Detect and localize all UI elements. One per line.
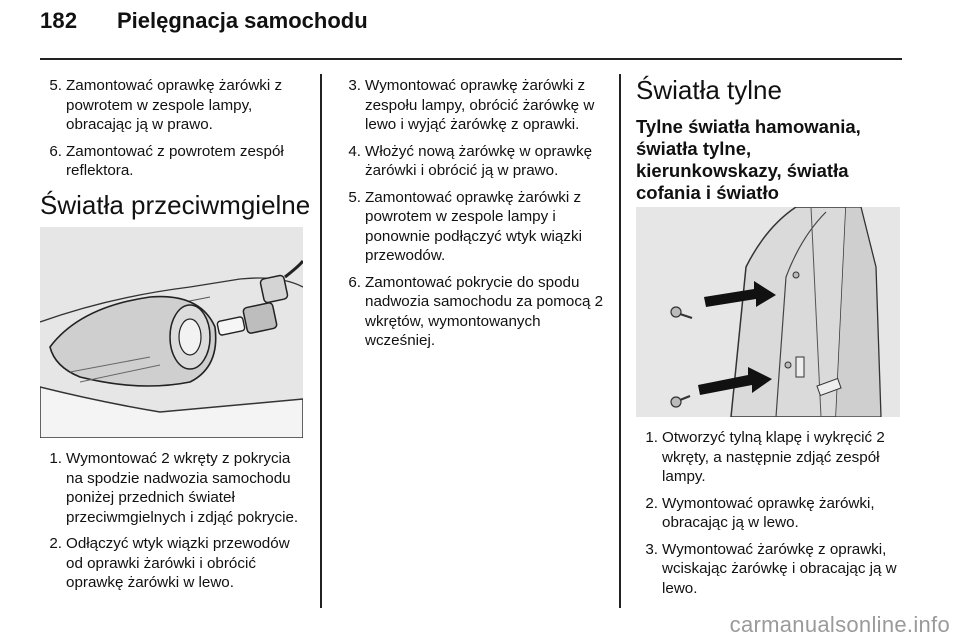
step-number: 4.	[348, 142, 361, 160]
fog-light-bulb-illustration	[40, 227, 303, 438]
list-item	[339, 76, 604, 135]
page-number: 182	[40, 8, 78, 33]
step-number: 2.	[645, 494, 658, 512]
list-item	[339, 142, 604, 181]
header-rule	[40, 58, 902, 60]
list-item	[40, 534, 302, 593]
steps-list-continued	[40, 76, 302, 188]
step-number: 6.	[348, 273, 361, 291]
steps-list-middle	[339, 76, 604, 358]
watermark-text: carmanualsonline.info	[729, 612, 950, 637]
step-text: Zamontować z powrotem zespół reflektora.	[66, 142, 284, 179]
step-text: Zamontować oprawkę żarówki z powrotem w zespole lampy i ponownie podłączyć wtyk wiązki przewodów.	[365, 188, 582, 264]
step-number: 1.	[49, 450, 62, 467]
list-item	[636, 428, 908, 487]
column-divider-right	[619, 74, 621, 608]
fog-light-bulb-icon	[40, 227, 303, 438]
step-text: Wymontować oprawkę żarówki, obracając ją w lewo.	[662, 494, 875, 531]
list-item	[40, 449, 302, 527]
step-text: Wymontować 2 wkręty z pokrycia na spodzie nadwozia samochodu poniżej przednich świateł przeciwmgielnych i zdjąć pokrycie.	[66, 450, 299, 526]
step-text: Włożyć nową żarówkę w oprawkę żarówki i obrócić ją w prawo.	[365, 142, 593, 179]
list-item	[636, 494, 908, 533]
step-text: Zamontować pokrycie do spodu nadwozia samochodu za pomocą 2 wkrętów, wymontowanych wcześniej.	[365, 273, 604, 349]
page-title: Pielęgnacja samochodu	[117, 8, 368, 33]
column-divider-left	[320, 74, 322, 608]
list-item	[40, 76, 302, 135]
list-item	[339, 273, 604, 351]
step-number: 2.	[49, 535, 62, 552]
step-number: 1.	[645, 429, 658, 446]
list-item	[636, 540, 908, 599]
list-item	[339, 188, 604, 266]
step-number: 6.	[49, 142, 62, 160]
list-item	[40, 142, 302, 181]
step-text: Wymontować żarówkę z oprawki, wciskając żarówkę i obracając ją w lewo.	[662, 540, 897, 597]
steps-list-fog-lights	[40, 449, 302, 600]
step-text: Odłączyć wtyk wiązki przewodów od oprawki żarówki i obrócić oprawkę żarówki w lewo.	[66, 535, 290, 591]
step-number: 5.	[348, 188, 361, 206]
tail-light-screws-illustration	[636, 207, 900, 417]
subsection-heading: Tylne światła hamowania, światła tylne, kierunkowskazy, światła cofania i światło	[636, 116, 861, 203]
section-heading-tail-lights: Światła tylne	[636, 75, 782, 105]
step-text: Zamontować oprawkę żarówki z powrotem w zespole lampy, obracając ją w prawo.	[66, 77, 283, 133]
tail-light-assembly-icon	[636, 207, 900, 417]
step-text: Wymontować oprawkę żarówki z zespołu lampy, obrócić żarówkę w lewo i wyjąć żarówkę z oprawki.	[365, 77, 595, 133]
section-heading-fog-lights: Światła przeciwmgielne	[40, 190, 311, 220]
steps-list-tail-lights	[636, 428, 908, 605]
step-number: 3.	[645, 540, 658, 558]
step-number: 3.	[348, 77, 361, 94]
step-text: Otworzyć tylną klapę i wykręcić 2 wkręty, a następnie zdjąć zespół lampy.	[662, 429, 885, 485]
step-number: 5.	[49, 77, 62, 94]
